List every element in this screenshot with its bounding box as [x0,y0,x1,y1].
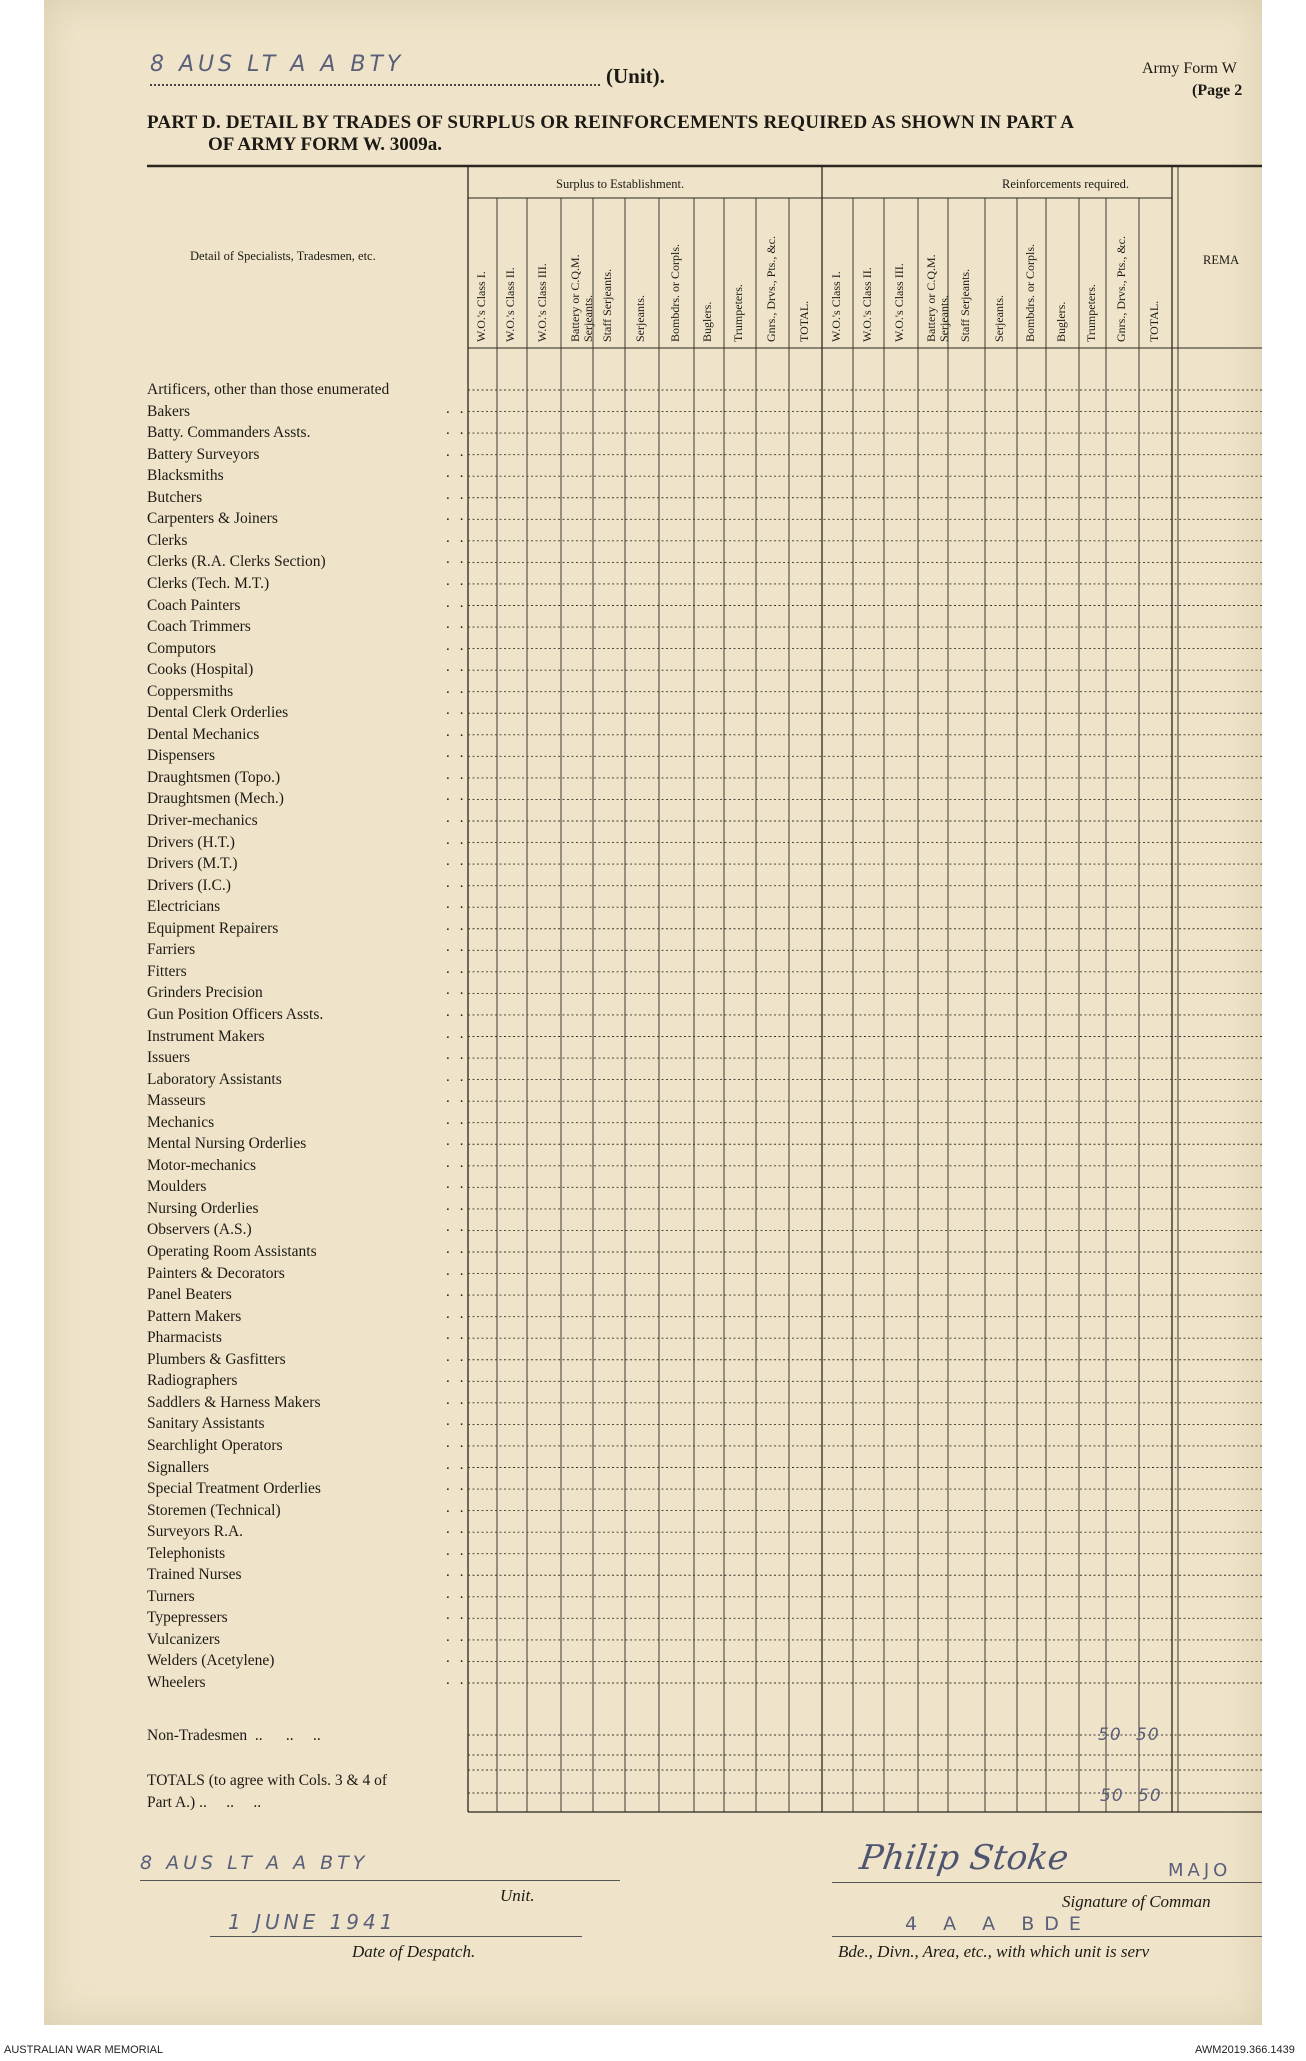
trade-row-label: Gun Position Officers Assts. [147,1005,324,1023]
trade-row-label: Battery Surveyors [147,445,260,463]
surplus-col-header-1: W.O.'s Class I. [473,271,488,342]
surplus-col-header-11: TOTAL. [796,300,811,342]
reinforcement-col-header-1: W.O.'s Class I. [828,271,843,342]
trade-row-label: Pharmacists [147,1329,222,1347]
trade-row-label: Motor-mechanics [147,1156,257,1174]
leader-dots: .. [446,788,474,805]
footer-date-handwritten: 1 JUNE 1941 [228,1910,397,1934]
leader-dots: .. [446,1413,474,1430]
form-reference-line2: (Page 2 [1192,82,1243,99]
leader-dots: .. [446,486,474,503]
leader-dots: .. [446,1241,474,1257]
leader-dots: .. [446,1521,474,1538]
trade-row-label: Bakers [147,402,191,420]
leader-dots: .. [446,465,474,482]
leader-dots: .. [446,1327,474,1344]
trade-row-label: Cooks (Hospital) [147,661,254,679]
trade-row-label: Electricians [147,898,221,916]
leader-dots: .. [446,1133,474,1150]
bde-label: Bde., Divn., Area, etc., with which unit is serv [838,1942,1150,1961]
leader-dots: .. [446,572,474,589]
leader-dots: .. [446,1348,474,1365]
leader-dots: .. [446,723,474,740]
trade-row-label: Signallers [147,1458,209,1476]
trade-row-label: Pattern Makers [147,1307,242,1325]
leader-dots: .. [446,1672,474,1688]
leader-dots: .. [446,1025,474,1042]
totals-label-line1: TOTALS (to agree with Cols. 3 & 4 of [147,1772,387,1789]
reinforcement-col-header-8: Buglers. [1053,301,1068,342]
reinforcement-col-header-2: W.O.'s Class II. [859,267,874,342]
trade-row-label: Dental Mechanics [147,725,260,743]
form-title-line1: PART D. DETAIL BY TRADES OF SURPLUS OR REINFORCEMENTS REQUIRED AS SHOWN IN PART A [147,112,1075,133]
reinforcement-col-header-11: TOTAL. [1146,300,1161,342]
trade-row-label: Carpenters & Joiners [147,510,278,528]
leader-dots: .. [446,1154,474,1171]
leader-dots: .. [446,529,474,546]
leader-dots: .. [446,594,474,611]
footer-unit-line [140,1880,620,1881]
leader-dots: .. [446,702,474,719]
leader-dots: .. [446,810,474,826]
trade-row-label: Observers (A.S.) [147,1221,252,1239]
trade-row-label: Issuers [147,1049,191,1067]
reinforcement-col-header-6: Serjeants. [992,295,1006,342]
trade-row-label: Turners [147,1587,195,1605]
trade-row-label: Blacksmiths [147,467,224,485]
signature-label: Signature of Comman [1062,1892,1211,1911]
surplus-group-header: Surplus to Establishment. [556,177,685,191]
surplus-col-header-9: Trumpeters. [731,284,745,342]
leader-dots: .. [446,745,474,762]
trade-row-label: Typepressers [147,1609,228,1627]
trade-row-label: Radiographers [147,1372,238,1390]
leader-dots: .. [446,659,474,676]
surplus-col-header-10: Gnrs., Drvs., Pts., &c. [763,235,778,342]
leader-dots: .. [446,1197,474,1214]
leader-dots: .. [446,443,474,460]
trade-row-label: Batty. Commanders Assts. [147,424,311,442]
surplus-col-header-2: W.O.'s Class II. [503,267,517,342]
leader-dots: .. [446,1628,474,1645]
leader-dots: .. [446,1111,474,1128]
reinforcement-col-header-5: Staff Serjeants. [957,268,972,342]
trade-row-label: Clerks (R.A. Clerks Section) [147,553,326,571]
remarks-header: REMA [1203,253,1240,267]
commander-rank-handwritten: MAJO [1168,1860,1232,1881]
leader-dots: .. [446,1650,474,1667]
leader-dots: .. [446,1456,474,1473]
footer-unit-label: Unit. [500,1886,535,1905]
surplus-col-header-6: Serjeants. [633,295,647,342]
trade-row-label: Surveyors R.A. [147,1523,244,1541]
trade-row-label: Operating Room Assistants [147,1243,317,1260]
trade-row-label: Storemen (Technical) [147,1501,281,1519]
footer-date-label: Date of Despatch. [352,1942,476,1961]
trade-row-label: Saddlers & Harness Makers [147,1393,321,1411]
leader-dots: .. [446,1047,474,1064]
form-reference-line1: Army Form W [1142,60,1237,77]
trade-row-label: Coach Painters [147,596,241,614]
trade-row-label: Computors [147,639,216,657]
trade-row-label: Sanitary Assistants [147,1415,265,1433]
leader-dots: .. [446,874,474,891]
footer-date-line [210,1936,582,1937]
trade-row-label: Fitters [147,962,187,980]
trade-row-label: Artificers, other than those enumerated [147,381,390,398]
leader-dots: .. [446,508,474,525]
reinforcement-col-header-4: Battery or C.Q.M. Serjeants. [924,254,951,342]
leader-dots: .. [446,939,474,956]
leader-dots: .. [446,1219,474,1236]
surplus-col-header-7: Bombdrs. or Corpls. [667,243,682,342]
commander-signature: Philip Stoke [857,1838,1071,1878]
leader-dots: .. [446,896,474,913]
trade-row-label: Mental Nursing Orderlies [147,1135,307,1153]
leader-dots: .. [446,1585,474,1602]
trade-row-label: Drivers (M.T.) [147,855,238,873]
trade-row-label: Clerks [147,531,188,549]
trade-row-label: Laboratory Assistants [147,1070,282,1088]
leader-dots: .. [446,680,474,697]
leader-dots: .. [446,917,474,934]
trade-row-label: Drivers (I.C.) [147,876,231,894]
leader-dots: .. [446,616,474,633]
credit-right: AWM2019.366.1439 [1195,2044,1295,2056]
non-tradesmen-total-value: 50 [1136,1725,1160,1745]
bde-handwritten: 4 A A BDE [905,1913,1091,1935]
trade-row-label: Painters & Decorators [147,1264,285,1282]
leader-dots: .. [446,1542,474,1559]
trade-row-label: Draughtsmen (Topo.) [147,768,281,786]
trade-row-label: Butchers [147,488,203,506]
leader-dots: .. [446,1434,474,1451]
leader-dots: .. [446,853,474,870]
leader-dots: .. [446,1090,474,1107]
leader-dots: .. [446,637,474,654]
leader-dots: .. [446,1176,474,1193]
trade-row-label: Masseurs [147,1092,206,1110]
trade-row-label: Draughtsmen (Mech.) [147,790,284,808]
surplus-col-header-8: Buglers. [700,301,714,342]
reinforcement-group-header: Reinforcements required. [1002,177,1130,191]
leader-dots: .. [446,1068,474,1085]
leader-dots: .. [446,1284,474,1301]
leader-dots: .. [446,1305,474,1322]
form-title-line2: OF ARMY FORM W. 3009a. [208,134,442,155]
leader-dots: .. [446,960,474,977]
trade-row-label: Vulcanizers [147,1630,221,1648]
unit-handwritten-top: 8 AUS LT A A BTY [150,52,405,77]
trade-row-label: Special Treatment Orderlies [147,1480,321,1498]
totals-gnrs-value: 50 [1100,1786,1124,1806]
reinforcement-col-header-7: Bombdrs. or Corpls. [1022,243,1037,342]
trade-row-label: Driver-mechanics [147,812,258,829]
trade-row-label: Equipment Repairers [147,919,279,937]
footer-unit-handwritten: 8 AUS LT A A BTY [140,1852,369,1874]
trade-row-label: Searchlight Operators [147,1436,283,1454]
signature-line [832,1882,1262,1883]
trade-row-label: Moulders [147,1178,207,1196]
reinforcement-col-header-10: Gnrs., Drvs., Pts., &c. [1113,235,1128,342]
trade-row-label: Coach Trimmers [147,618,251,636]
leader-dots: .. [446,766,474,783]
leader-dots: .. [446,1262,474,1279]
trade-row-label: Instrument Makers [147,1027,265,1045]
leader-dots: .. [446,422,474,439]
surplus-col-header-5: Staff Serjeants. [600,268,614,342]
unit-label: (Unit). [606,64,665,88]
trade-row-label: Coppersmiths [147,682,234,700]
credit-left: AUSTRALIAN WAR MEMORIAL [4,2044,164,2056]
leader-dots: .. [446,1478,474,1495]
bde-line [832,1936,1262,1937]
leader-dots: .. [446,982,474,999]
leader-dots: .. [446,551,474,568]
trade-row-label: Farriers [147,941,196,959]
trade-row-label: Mechanics [147,1113,215,1131]
non-tradesmen-gnrs-value: 50 [1098,1725,1122,1745]
surplus-col-header-4: Battery or C.Q.M. Serjeants. [568,254,595,342]
detail-column-header: Detail of Specialists, Tradesmen, etc. [190,249,376,263]
trade-row-label: Trained Nurses [147,1566,242,1584]
trade-row-label: Grinders Precision [147,984,263,1002]
totals-label-line2: Part A.) .. .. .. [147,1794,262,1811]
leader-dots: .. [446,1607,474,1624]
trade-row-label: Clerks (Tech. M.T.) [147,574,270,592]
leader-dots: .. [446,1370,474,1387]
trade-row-label: Nursing Orderlies [147,1199,259,1217]
trade-row-label: Plumbers & Gasfitters [147,1350,286,1368]
trade-row-label: Wheelers [147,1674,206,1691]
reinforcement-col-header-3: W.O.'s Class III. [892,263,906,342]
trade-row-label: Welders (Acetylene) [147,1652,275,1670]
trade-row-label: Dispensers [147,747,216,765]
non-tradesmen-label: Non-Tradesmen .. .. .. [147,1727,321,1744]
trade-row-label: Drivers (H.T.) [147,833,235,851]
totals-total-value: 50 [1138,1786,1162,1806]
leader-dots: .. [446,1499,474,1516]
trade-row-label: Telephonists [147,1544,226,1562]
surplus-col-header-3: W.O.'s Class III. [535,263,549,342]
leader-dots: .. [446,400,474,417]
leader-dots: .. [446,1391,474,1408]
trade-row-label: Panel Beaters [147,1286,232,1304]
leader-dots: .. [446,831,474,848]
leader-dots: .. [446,1564,474,1581]
reinforcement-col-header-9: Trumpeters. [1083,284,1098,342]
trade-row-label: Dental Clerk Orderlies [147,704,289,722]
leader-dots: .. [446,1003,474,1020]
